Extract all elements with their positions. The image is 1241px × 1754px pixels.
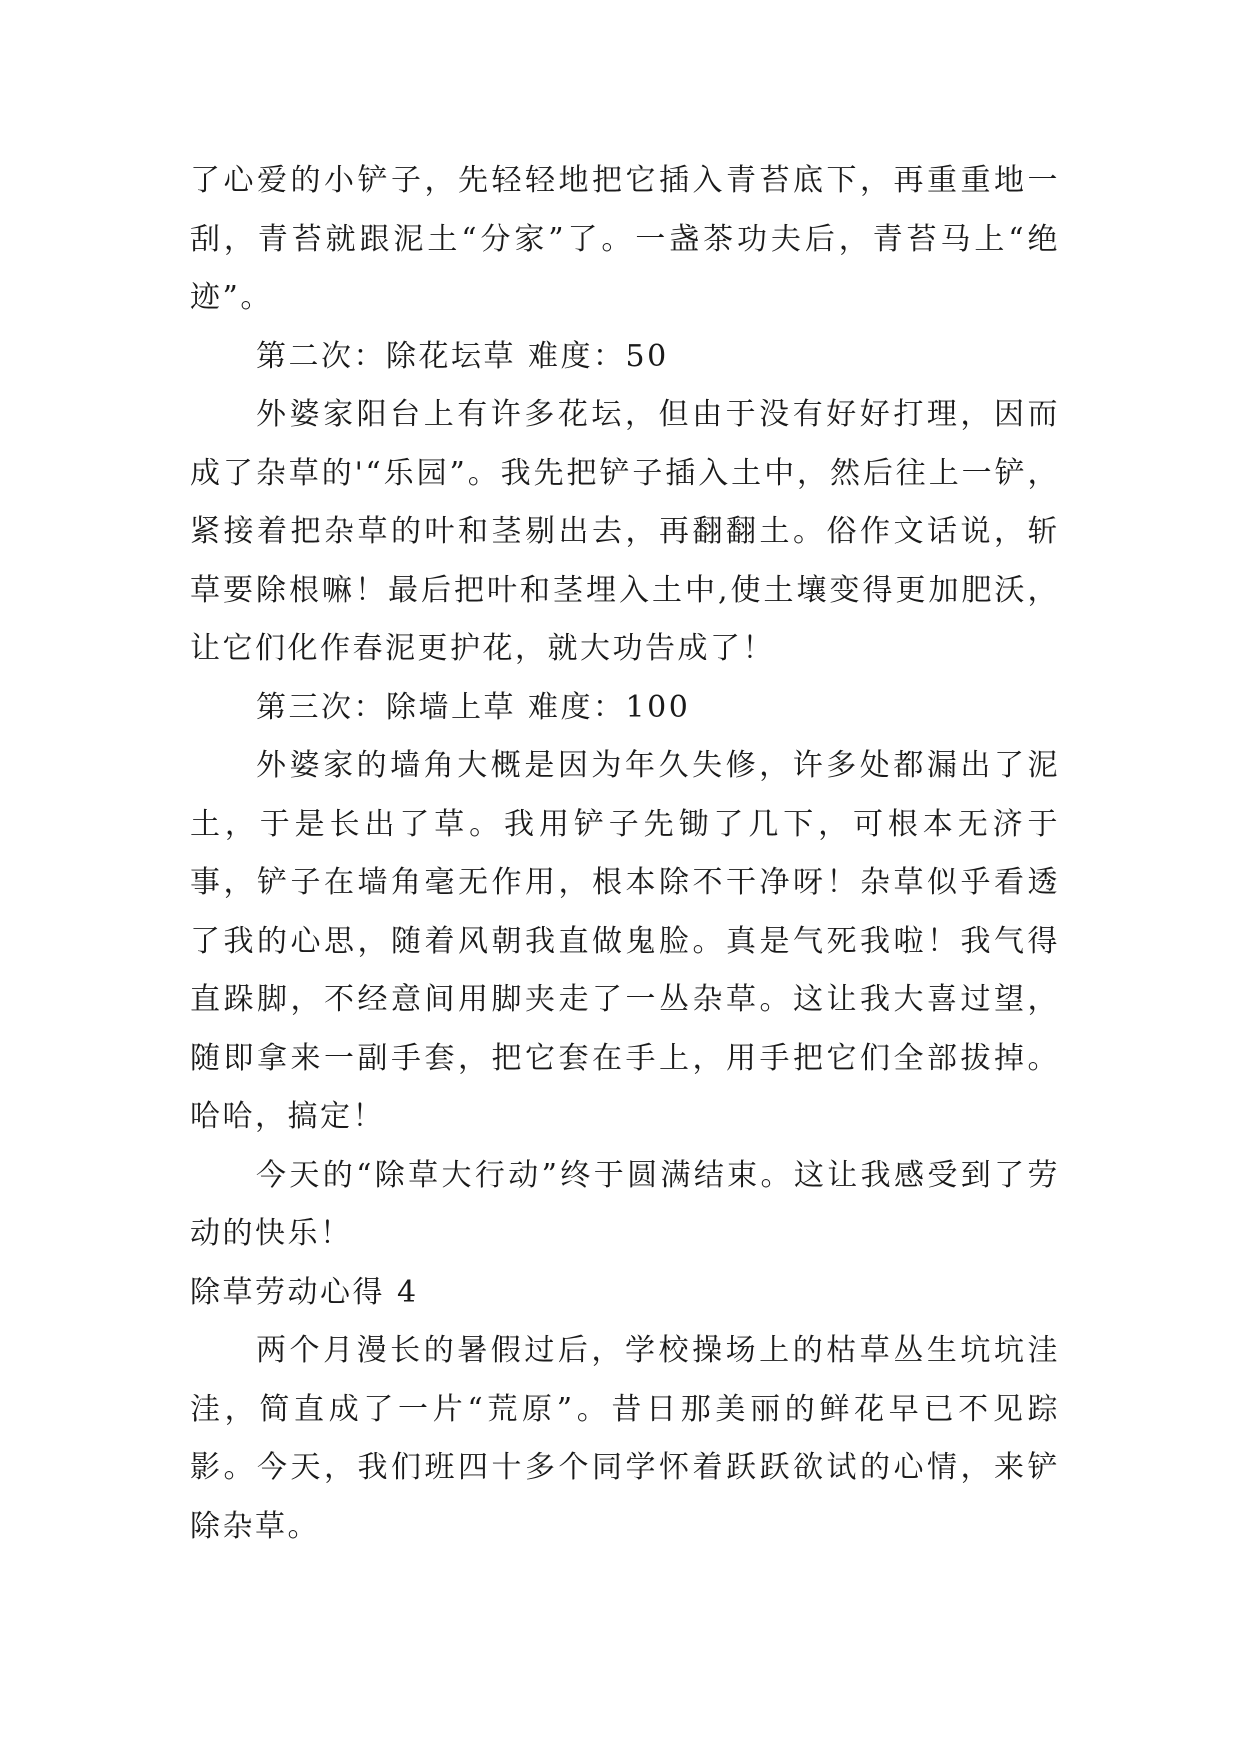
paragraph-flowerbed: 外婆家阳台上有许多花坛，但由于没有好好打理，因而成了杂草的'“乐园”。我先把铲子插入土中，然后往上一铲，紧接着把杂草的叶和茎剔出去，再翻翻土。俗作文话说，斩草要除根嘛！最后把叶和茎埋入土中,使土壤变得更加肥沃，让它们化作春泥更护花，就大功告成了！ bbox=[190, 397, 1060, 666]
subheading-second-round: 第二次：除花坛草 难度：50 bbox=[256, 338, 669, 374]
section-heading: 除草劳动心得 4 bbox=[190, 1274, 419, 1310]
paragraph-continuation: 了心爱的小铲子，先轻轻地把它插入青苔底下，再重重地一刮，青苔就跟泥土“分家”了。一盏茶功夫后，青苔马上“绝迹”。 bbox=[190, 163, 1060, 315]
paragraph-conclusion: 今天的“除草大行动”终于圆满结束。这让我感受到了劳动的快乐！ bbox=[190, 1157, 1060, 1251]
subheading-third-round: 第三次：除墙上草 难度：100 bbox=[256, 689, 691, 725]
paragraph-summer-field: 两个月漫长的暑假过后，学校操场上的枯草丛生坑坑洼洼，简直成了一片“荒原”。昔日那美丽的鲜花早已不见踪影。今天，我们班四十多个同学怀着跃跃欲试的心情，来铲除杂草。 bbox=[190, 1333, 1060, 1544]
paragraph-wall-corner: 外婆家的墙角大概是因为年久失修，许多处都漏出了泥土，于是长出了草。我用铲子先锄了几下，可根本无济于事，铲子在墙角毫无作用，根本除不干净呀！杂草似乎看透了我的心思，随着风朝我直做鬼脸。真是气死我啦！我气得直跺脚，不经意间用脚夹走了一丛杂草。这让我大喜过望，随即拿来一副手套，把它套在手上，用手把它们全部拔掉。哈哈，搞定！ bbox=[190, 748, 1060, 1134]
document-page bbox=[190, 152, 1060, 1556]
